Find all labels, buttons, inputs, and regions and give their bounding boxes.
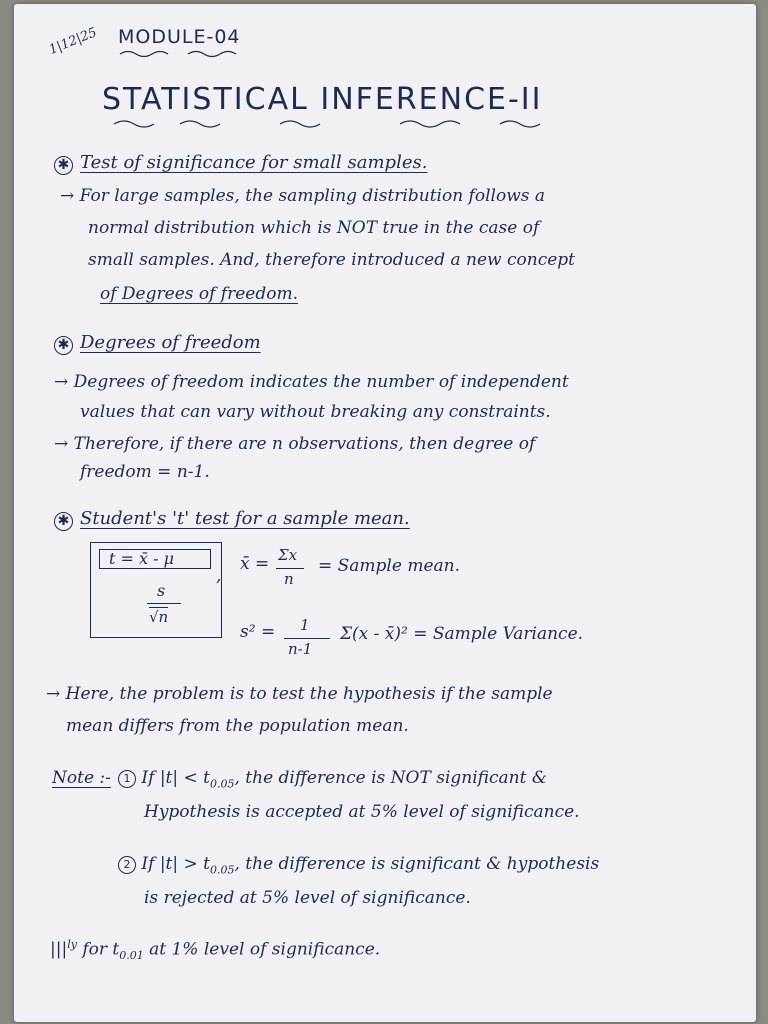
s1-line-3: small samples. And, therefore introduced a new concept (88, 250, 575, 270)
note-1-text-b: , the difference is NOT significant & (234, 768, 547, 788)
note-2-line-1 (118, 854, 599, 876)
module-label: MODULE-04 (118, 26, 241, 48)
s2-denominator: n-1 (288, 640, 313, 658)
note-label: Note :- (52, 768, 111, 788)
note-2-line-2: is rejected at 5% level of significance. (144, 888, 471, 908)
note-3-subscript: 0.01 (119, 949, 144, 963)
circled-number-2-icon: 2 (118, 856, 136, 874)
s3-here-line-2: mean differs from the population mean. (66, 716, 409, 736)
t-formula-fraction-line (147, 603, 181, 604)
t-formula-sqrt-n: √n (149, 608, 169, 626)
note-1-subscript: 0.05 (210, 777, 235, 791)
note-1-line-1 (118, 768, 547, 790)
t-formula-numerator: t = x̄ - μ (109, 549, 175, 568)
s2-line-1: → Degrees of freedom indicates the number of independent (54, 372, 569, 392)
note-3-prefix: ||| (50, 939, 68, 960)
asterisk-bullet-icon: ✱ (54, 156, 73, 175)
note-3-line (50, 938, 380, 962)
t-formula-box (90, 542, 222, 638)
note-2-text-a: If |t| > t (141, 854, 210, 874)
note-2-subscript: 0.05 (210, 863, 235, 877)
note-3-text-a: for t (76, 939, 120, 960)
note-1-text-a: If |t| < t (141, 768, 210, 788)
s2-line-3: → Therefore, if there are n observations, then degree of (54, 434, 536, 454)
note-3-text-b: at 1% level of significance. (143, 939, 381, 960)
note-2-text-b: , the difference is significant & hypothesis (234, 854, 600, 874)
note-3-superscript: ly (67, 938, 77, 951)
xbar-numerator: Σx (278, 546, 298, 564)
s2-numerator: 1 (300, 616, 310, 634)
s3-here-line-1: → Here, the problem is to test the hypothesis if the sample (46, 684, 553, 704)
xbar-label: = Sample mean. (318, 556, 461, 576)
note-1-line-2: Hypothesis is accepted at 5% level of significance. (144, 802, 580, 822)
title-underline (110, 116, 590, 130)
s2-lhs: s² = (240, 622, 276, 642)
asterisk-bullet-icon: ✱ (54, 512, 73, 531)
xbar-denominator: n (284, 570, 294, 588)
s2-rhs: Σ(x - x̄)² = Sample Variance. (340, 624, 584, 644)
date: 1|12|25 (47, 25, 100, 58)
t-formula-s: s (157, 581, 166, 600)
s2-line-2: values that can vary without breaking any constraints. (80, 402, 551, 422)
s2-line-4: freedom = n-1. (80, 462, 210, 482)
module-underline (118, 48, 258, 58)
formula-comma: , (216, 566, 222, 586)
circled-number-1-icon: 1 (118, 770, 136, 788)
page-title: STATISTICAL INFERENCE-II (102, 82, 543, 117)
s2-fraction-line (284, 638, 330, 639)
section-heading-degrees-of-freedom: Degrees of freedom (80, 332, 261, 353)
s1-line-2: normal distribution which is NOT true in the case of (88, 218, 540, 238)
asterisk-bullet-icon: ✱ (54, 336, 73, 355)
s1-line-1: → For large samples, the sampling distribution follows a (60, 186, 546, 206)
xbar-lhs: x̄ = (240, 554, 270, 574)
s1-line-4: of Degrees of freedom. (100, 284, 298, 304)
section-heading-students-t-test: Student's 't' test for a sample mean. (80, 508, 410, 529)
section-heading-small-samples: Test of significance for small samples. (80, 152, 428, 173)
xbar-fraction-line (276, 568, 304, 569)
notebook-page (14, 4, 756, 1022)
